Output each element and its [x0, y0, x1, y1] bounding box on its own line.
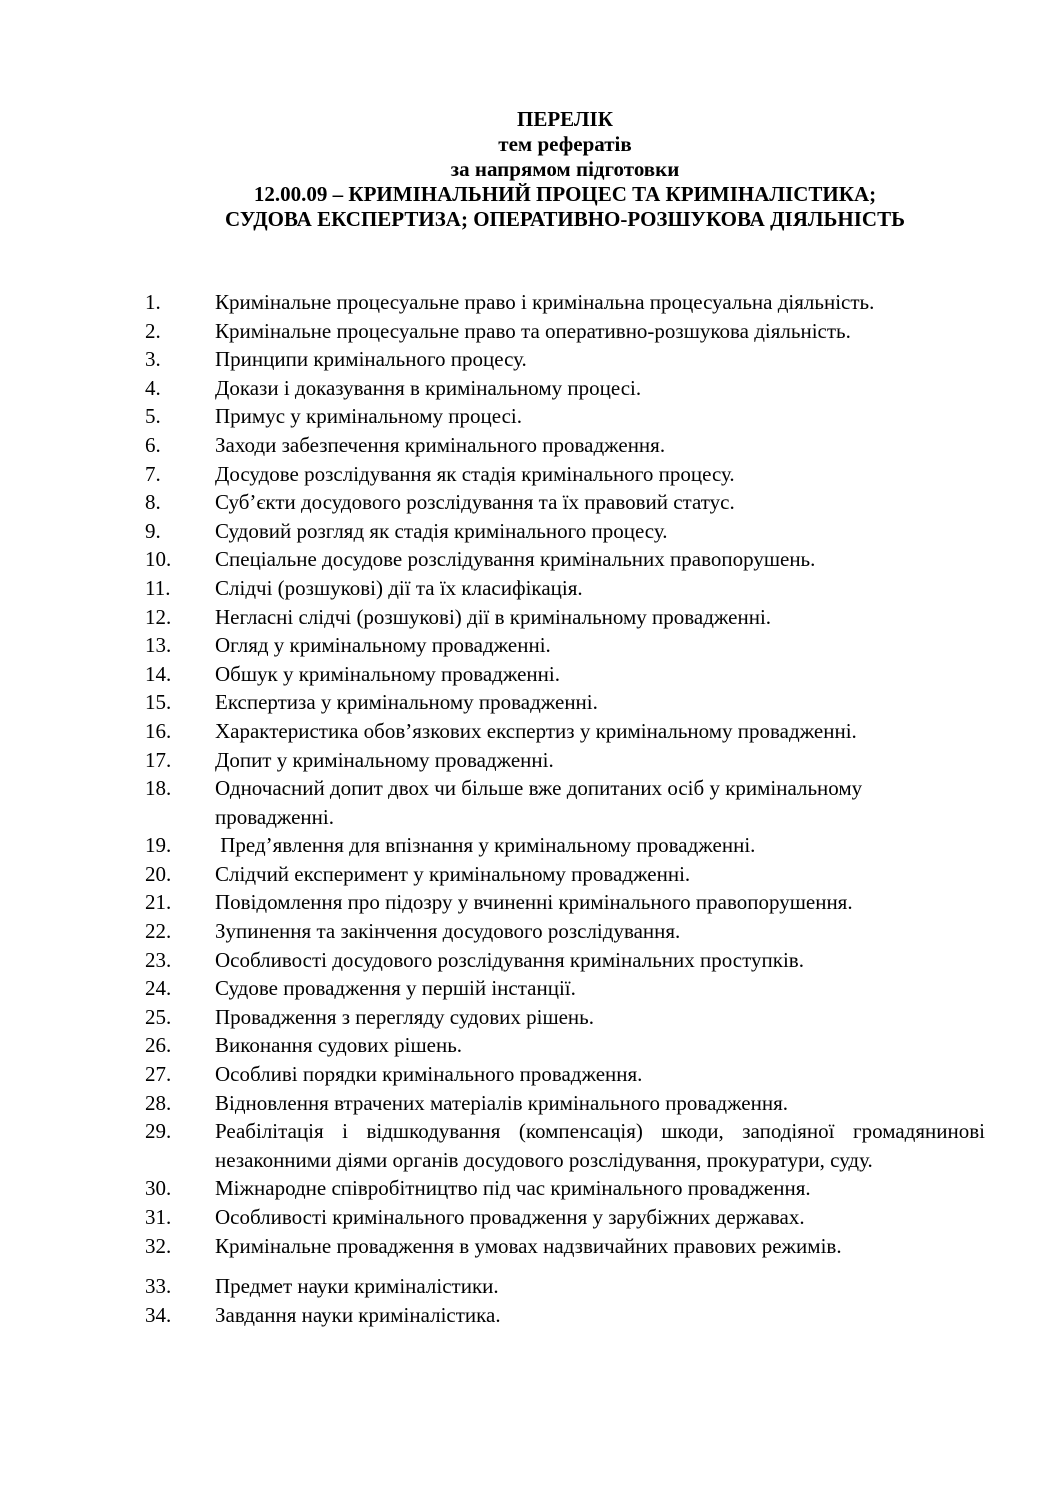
list-item-text: Судове провадження у першій інстанції.: [215, 976, 576, 1001]
list-item-number: 17.: [145, 747, 172, 772]
list-item-number: 23.: [145, 947, 172, 972]
topics-list: [145, 288, 985, 1329]
heading-direction-label: за напрямом підготовки: [450, 157, 680, 181]
list-item: [145, 1117, 985, 1174]
list-item-number: 26.: [145, 1033, 172, 1058]
heading-subtitle: тем рефератів: [498, 132, 632, 156]
list-item-text: Одночасний допит двох чи більше вже допитаних осіб у кримінальному провадженні.: [215, 776, 863, 829]
list-item-number: 19.: [145, 833, 172, 858]
list-item-text: Міжнародне співробітництво під час кримінального провадження.: [215, 1176, 811, 1201]
list-item-number: 12.: [145, 604, 172, 629]
list-item-text: Кримінальне процесуальне право і кримінальна процесуальна діяльність.: [215, 290, 875, 314]
list-item: [145, 574, 985, 603]
list-item: [145, 831, 985, 860]
list-item-number: 11.: [145, 575, 171, 600]
list-item-text: Пред’явлення для впізнання у кримінальному провадженні.: [215, 833, 756, 858]
list-item-text: Слідчий експеримент у кримінальному провадженні.: [215, 861, 691, 886]
list-item-number: 29.: [145, 1119, 172, 1144]
list-item: [145, 317, 985, 346]
list-item: [145, 631, 985, 660]
list-item: [145, 1232, 985, 1261]
list-item-number: 6.: [145, 432, 161, 457]
list-item: [145, 1301, 985, 1330]
list-item-text: Кримінальне провадження в умовах надзвичайних правових режимів.: [215, 1233, 842, 1258]
list-item-number: 21.: [145, 890, 172, 915]
list-item-number: 22.: [145, 919, 172, 944]
list-item: [145, 402, 985, 431]
list-item-text: Провадження з перегляду судових рішень.: [215, 1004, 594, 1029]
list-item-number: 31.: [145, 1205, 172, 1229]
list-item-text: Зупинення та закінчення досудового розслідування.: [215, 919, 681, 944]
list-item-text: Суб’єкти досудового розслідування та їх правовий статус.: [215, 490, 735, 515]
list-item-number: 3.: [145, 347, 161, 372]
list-item-text: Відновлення втрачених матеріалів кримінального провадження.: [215, 1090, 789, 1115]
list-item-text: Принципи кримінального процесу.: [215, 347, 527, 372]
list-item: [145, 1174, 985, 1203]
list-item-text: Предмет науки криміналістики.: [215, 1274, 499, 1299]
list-item-text: Завдання науки криміналістика.: [215, 1302, 501, 1327]
list-item: [145, 1203, 985, 1232]
list-item: [145, 1089, 985, 1118]
list-item-number: 20.: [145, 861, 172, 886]
list-item-number: 30.: [145, 1176, 172, 1201]
list-item: [145, 860, 985, 889]
list-item-number: 5.: [145, 404, 161, 429]
list-item: [145, 431, 985, 460]
list-item-text: Особливості досудового розслідування кримінальних проступків.: [215, 947, 804, 972]
list-item: [145, 460, 985, 489]
list-item-text: Досудове розслідування як стадія кримінального процесу.: [215, 461, 735, 486]
list-item: [145, 717, 985, 746]
list-item: [145, 1031, 985, 1060]
document-heading: [0, 107, 1058, 232]
list-item-text: Особливі порядки кримінального провадження.: [215, 1062, 643, 1087]
list-item-text: Характеристика обов’язкових експертиз у кримінальному провадженні.: [215, 718, 857, 743]
list-item-text: Обшук у кримінальному провадженні.: [215, 661, 560, 686]
list-item-text: Реабілітація і відшкодування (компенсація) шкоди, заподіяної громадянинові незаконними діями органів досудового розслідування, прокуратури, суду.: [215, 1119, 985, 1172]
list-item: [145, 917, 985, 946]
list-item-number: 14.: [145, 661, 172, 686]
list-item-number: 33.: [145, 1274, 172, 1299]
list-item: [145, 946, 985, 975]
list-item-number: 10.: [145, 547, 172, 572]
list-item-text: Допит у кримінальному провадженні.: [215, 747, 554, 772]
list-item: [145, 517, 985, 546]
list-item: [145, 488, 985, 517]
heading-title: ПЕРЕЛІК: [517, 107, 613, 131]
list-item-number: 9.: [145, 518, 161, 543]
list-item: [145, 774, 985, 831]
list-item-text: Заходи забезпечення кримінального провадження.: [215, 432, 666, 457]
list-item: [145, 288, 985, 317]
list-item-number: 2.: [145, 318, 161, 343]
list-item: [145, 1060, 985, 1089]
list-item-number: 25.: [145, 1004, 172, 1029]
list-item-text: Кримінальне процесуальне право та оперативно-розшукова діяльність.: [215, 318, 851, 343]
list-item-text: Негласні слідчі (розшукові) дії в кримінальному провадженні.: [215, 604, 772, 629]
list-item-number: 7.: [145, 461, 161, 486]
list-item: [145, 345, 985, 374]
list-item-number: 18.: [145, 776, 172, 801]
list-item: [145, 660, 985, 689]
list-item-number: 24.: [145, 976, 172, 1001]
heading-specialty-line-2: СУДОВА ЕКСПЕРТИЗА; ОПЕРАТИВНО-РОЗШУКОВА ДІЯЛЬНІСТЬ: [225, 207, 905, 231]
list-item-text: Слідчі (розшукові) дії та їх класифікація.: [215, 575, 583, 600]
list-item-text: Повідомлення про підозру у вчиненні кримінального правопорушення.: [215, 890, 853, 915]
list-item: [145, 374, 985, 403]
heading-specialty-line-1: 12.00.09 – КРИМІНАЛЬНИЙ ПРОЦЕС ТА КРИМІНАЛІСТИКА;: [253, 182, 877, 206]
list-item-number: 1.: [145, 290, 161, 314]
list-item-number: 4.: [145, 375, 161, 400]
list-item: [145, 545, 985, 574]
list-item-number: 28.: [145, 1090, 172, 1115]
list-item-number: 15.: [145, 690, 172, 715]
list-item: [145, 603, 985, 632]
list-item-number: 8.: [145, 490, 161, 515]
list-item: [145, 746, 985, 775]
list-item-text: Судовий розгляд як стадія кримінального процесу.: [215, 518, 668, 543]
list-item: [145, 888, 985, 917]
list-item: [145, 1272, 985, 1301]
list-spacer: [145, 1260, 985, 1272]
list-item: [145, 974, 985, 1003]
list-item: [145, 688, 985, 717]
list-item-text: Примус у кримінальному процесі.: [215, 404, 522, 429]
list-item-text: Докази і доказування в кримінальному процесі.: [215, 375, 642, 400]
list-item-text: Огляд у кримінальному провадженні.: [215, 633, 551, 658]
list-item-number: 13.: [145, 633, 172, 658]
list-item-number: 16.: [145, 718, 172, 743]
list-item-text: Виконання судових рішень.: [215, 1033, 463, 1058]
list-item-text: Експертиза у кримінальному провадженні.: [215, 690, 598, 715]
list-item-text: Спеціальне досудове розслідування кримінальних правопорушень.: [215, 547, 816, 572]
list-item: [145, 1003, 985, 1032]
list-item-number: 34.: [145, 1302, 172, 1327]
list-item-number: 32.: [145, 1233, 172, 1258]
list-item-text: Особливості кримінального провадження у зарубіжних державах.: [215, 1205, 805, 1229]
list-item-number: 27.: [145, 1062, 172, 1087]
